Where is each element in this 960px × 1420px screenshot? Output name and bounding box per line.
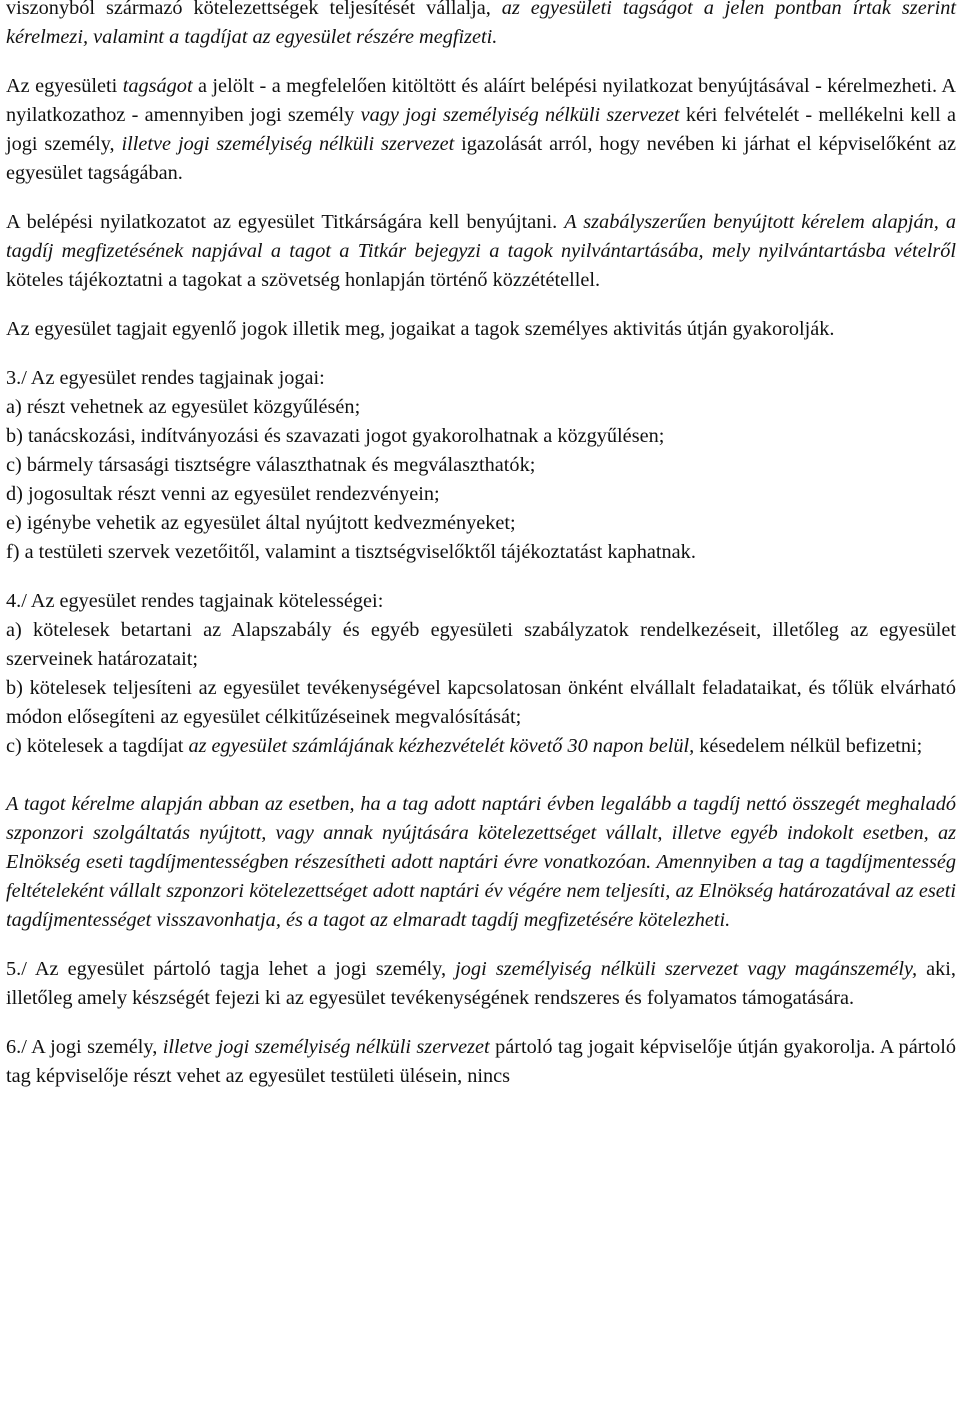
paragraph-application: Az egyesületi tagságot a jelölt - a megfelelően kitöltött és aláírt belépési nyilatkozat benyújtásával - kérelmezheti. A nyilatkozathoz - amennyiben jogi személy vagy jogi személyiség nélküli szervezet kéri felvételét - mellékelni kell a jogi személy, illetve jogi személyiség nélküli szervezet igazolását arról, hogy nevében ki járhat el képviselőként az egyesület tagságában. — [6, 75, 957, 184]
section-4-heading: 4./ Az egyesület rendes tagjainak kötelességei: — [6, 590, 384, 612]
section-5-paragraph: 5./ Az egyesület pártoló tagja lehet a jogi személy, jogi személyiség nélküli szervezet vagy magánszemély, aki, illetőleg amely készségét fejezi ki az egyesület tevékenységének rendszeres és folyamatos támogatására. — [6, 958, 956, 1009]
section-3-heading: 3./ Az egyesület rendes tagjainak jogai: — [6, 367, 325, 389]
document-page — [6, 0, 956, 1091]
paragraph-membership-intro: viszonyból származó kötelezettségek teljesítését vállalja, az egyesületi tagságot a jelen pontban írtak szerint kérelmezi, valamint a tagdíjat az egyesület részére megfizeti. — [6, 0, 956, 48]
paragraph-equal-rights: Az egyesület tagjait egyenlő jogok illetik meg, jogaikat a tagok személyes aktivitás útján gyakorolják. — [6, 318, 835, 340]
list-item: e) igénybe vehetik az egyesület által nyújtott kedvezményeket; — [6, 512, 516, 534]
paragraph-fee-exemption: A tagot kérelme alapján abban az esetben, ha a tag adott naptári évben legalább a tagdíj nettó összegét meghaladó szponzori szolgáltatás nyújtott, vagy annak nyújtására kötelezettséget vállalt, illetve egyéb indokolt esetben, az Elnökség eseti tagdíjmentességben részesítheti adott naptári évre vonatkozóan. Amennyiben a tag a tagdíjmentesség feltételeként vállalt szponzori kötelezettséget adott naptári év végére nem teljesíti, az Elnökség határozatával az eseti tagdíjmentességet visszavonhatja, és a tagot az elmaradt tagdíj megfizetésére kötelezheti. — [6, 793, 956, 931]
list-item: f) a testületi szervek vezetőitől, valamint a tisztségviselőktől tájékoztatást kaphatnak. — [6, 541, 696, 563]
paragraph-submission: A belépési nyilatkozatot az egyesület Titkárságára kell benyújtani. A szabályszerűen benyújtott kérelem alapján, a tagdíj megfizetésének napjával a tagot a Titkár bejegyzi a tagok nyilvántartásába, mely nyilvántartásba vételről köteles tájékoztatni a tagokat a szövetség honlapján történő közzététellel. — [6, 211, 956, 291]
section-6-paragraph: 6./ A jogi személy, illetve jogi személyiség nélküli szervezet pártoló tag jogait képviselője útján gyakorolja. A pártoló tag képviselője részt vehet az egyesület testületi ülésein, nincs — [6, 1036, 956, 1087]
list-item: b) tanácskozási, indítványozási és szavazati jogot gyakorolhatnak a közgyűlésen; — [6, 425, 665, 447]
list-item: a) részt vehetnek az egyesület közgyűlésén; — [6, 396, 361, 418]
list-item: c) bármely társasági tisztségre választhatnak és megválaszthatók; — [6, 454, 536, 476]
section-3-rights-list — [6, 393, 956, 567]
list-item: d) jogosultak részt venni az egyesület rendezvényein; — [6, 483, 440, 505]
section-4-item-c: c) kötelesek a tagdíjat az egyesület számlájának kézhezvételét követő 30 napon belül, késedelem nélkül befizetni; — [6, 735, 923, 757]
section-4-item-b: b) kötelesek teljesíteni az egyesület tevékenységével kapcsolatosan önként elvállalt feladataikat, és tőlük elvárható módon elősegíteni az egyesület célkitűzéseinek megvalósítását; — [6, 677, 956, 728]
section-4-item-a: a) kötelesek betartani az Alapszabály és egyéb egyesületi szabályzatok rendelkezéseit, illetőleg az egyesület szerveinek határozatait; — [6, 619, 956, 670]
